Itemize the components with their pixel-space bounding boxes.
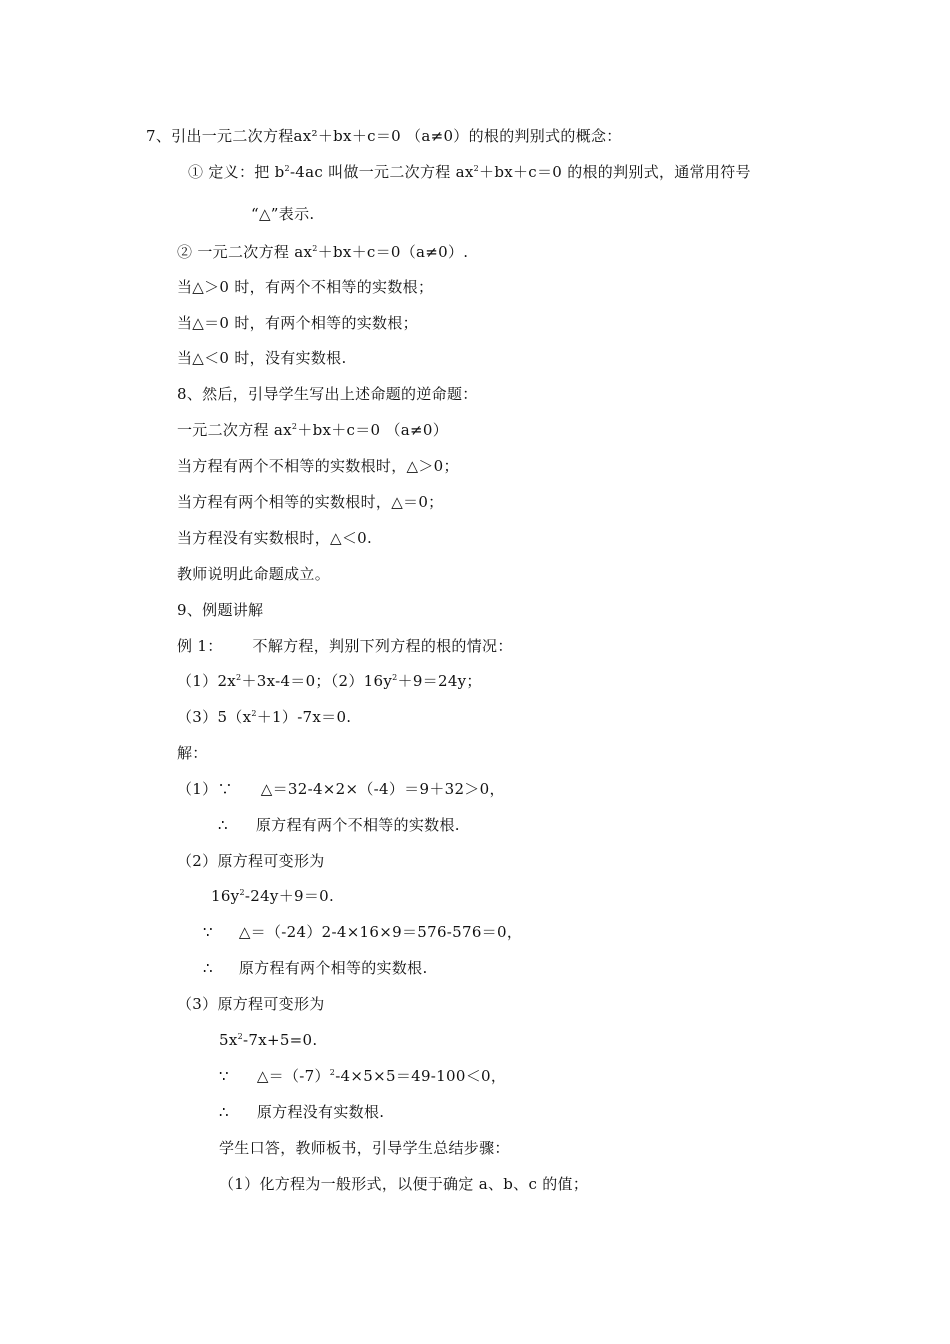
example-1-equations-1-2: $(1)2x^2+3x-4=0$；$(2)16y^2+9=24y$； bbox=[177, 672, 482, 690]
teacher-note: 教师说明此命题成立。 bbox=[177, 565, 331, 583]
section-7-heading: 7、引出一元二次方程ax²＋bx＋c＝0 （a≠0）的根的判别式的概念： bbox=[146, 127, 622, 145]
solution-2-equation: $16y^2-24y+9=0$. bbox=[211, 887, 335, 905]
converse-case-3: 当方程没有实数根时，△＜0. bbox=[177, 529, 373, 547]
definition-continuation: “△”表示. bbox=[251, 205, 315, 223]
solution-2-therefore: ∴ 原方程有两个相等的实数根. bbox=[203, 959, 428, 977]
solution-1-therefore: ∴ 原方程有两个不相等的实数根. bbox=[218, 816, 460, 834]
section-8-heading: 8、然后，引导学生写出上述命题的逆命题： bbox=[177, 385, 478, 403]
solution-2-because: ∵ △＝（-24）2-4×16×9＝576-576＝0， bbox=[203, 923, 523, 941]
solution-3-because: ∵ $\triangle=(-7)^2-4\times 5\times 5=49-100<0$， bbox=[219, 1067, 507, 1085]
example-1-prompt: 例 1： 不解方程，判别下列方程的根的情况： bbox=[177, 637, 513, 655]
solution-3-therefore: ∴ 原方程没有实数根. bbox=[219, 1103, 385, 1121]
example-1-equation-3: $(3)5(x^2+1)-7x=0$. bbox=[177, 708, 352, 726]
case-negative: 当△＜0 时，没有实数根. bbox=[177, 349, 347, 367]
case-positive: 当△＞0 时，有两个不相等的实数根； bbox=[177, 278, 434, 296]
summary-intro: 学生口答，教师板书，引导学生总结步骤： bbox=[219, 1139, 510, 1157]
converse-case-2: 当方程有两个相等的实数根时，△＝0； bbox=[177, 493, 444, 511]
solution-3-equation: $5x^2-7x+5=0$. bbox=[219, 1031, 318, 1049]
converse-equation: 一元二次方程 $ax^2+bx+c=0$ （a≠0） bbox=[177, 421, 448, 439]
solution-2-heading: （2）原方程可变形为 bbox=[177, 852, 325, 870]
solution-label: 解： bbox=[177, 744, 208, 762]
summary-step-1: （1）化方程为一般形式，以便于确定 a、b、c 的值； bbox=[219, 1175, 589, 1193]
section-9-heading: 9、例题讲解 bbox=[177, 601, 264, 619]
converse-case-1: 当方程有两个不相等的实数根时，△＞0； bbox=[177, 457, 459, 475]
theorem-line: ② 一元二次方程 $ax^2+bx+c=0(a\ne 0)$. bbox=[177, 243, 469, 261]
case-zero: 当△＝0 时，有两个相等的实数根； bbox=[177, 314, 418, 332]
definition-line: ① 定义：把 $b^2-4ac$ 叫做一元二次方程 $ax^2+bx+c=0$ 的根的判别式，通常用符号 bbox=[188, 163, 751, 181]
solution-1-because: （1）∵ △＝32-4×2×（-4）＝9＋32＞0， bbox=[177, 780, 505, 798]
solution-3-heading: （3）原方程可变形为 bbox=[177, 995, 325, 1013]
